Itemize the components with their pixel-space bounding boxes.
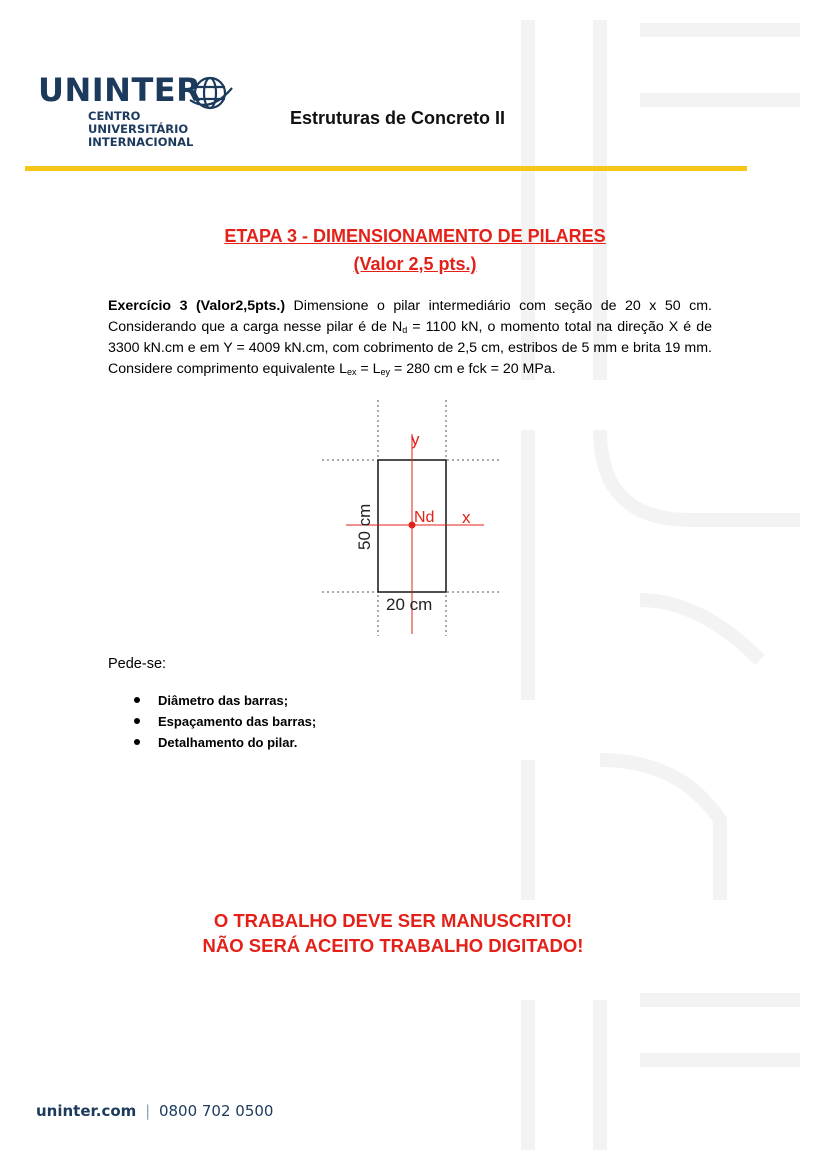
header-divider bbox=[25, 166, 747, 171]
x-axis-label: x bbox=[462, 508, 471, 527]
logo-subtitle bbox=[88, 110, 193, 149]
y-axis-label: y bbox=[411, 430, 420, 449]
logo-sub-line: INTERNACIONAL bbox=[88, 135, 194, 149]
handwritten-warning bbox=[0, 908, 786, 958]
list-item: Espaçamento das barras; bbox=[130, 711, 316, 732]
logo-wordmark: UNINTER bbox=[38, 71, 202, 109]
stage-heading bbox=[0, 222, 820, 278]
logo-sub-line: UNIVERSITÁRIO bbox=[88, 122, 189, 136]
requirements-intro: Pede-se: bbox=[108, 656, 167, 672]
footer-phone: 0800 702 0500 bbox=[158, 1102, 274, 1120]
height-dimension-label: 50 cm bbox=[355, 503, 374, 550]
uninter-logo bbox=[38, 72, 248, 152]
exercise-text: = 280 cm e fck = 20 MPa. bbox=[390, 361, 556, 377]
width-dimension-label: 20 cm bbox=[386, 595, 433, 614]
subscript: ex bbox=[346, 367, 357, 377]
warning-line: O TRABALHO DEVE SER MANUSCRITO! bbox=[213, 910, 573, 931]
column-section-diagram bbox=[318, 398, 508, 638]
globe-icon bbox=[188, 74, 234, 112]
requirements-list bbox=[130, 690, 316, 753]
footer-contact bbox=[36, 1102, 273, 1120]
course-title: Estruturas de Concreto II bbox=[290, 108, 506, 128]
list-item: Detalhamento do pilar. bbox=[130, 732, 316, 753]
list-item: Diâmetro das barras; bbox=[130, 690, 316, 711]
exercise-text: = 1100 kN, o momento total na direção X é de 3300 kN.cm e em Y = 4009 kN.cm, com cobrimento de 2,5 cm, estribos de 5 mm e brita 19 mm. Considere comprimento equivalente L bbox=[108, 319, 712, 377]
exercise-statement bbox=[108, 296, 712, 380]
logo-sub-line: CENTRO bbox=[88, 109, 141, 123]
stage-title: ETAPA 3 - DIMENSIONAMENTO DE PILARES bbox=[224, 226, 606, 246]
stage-value: (Valor 2,5 pts.) bbox=[353, 254, 477, 274]
subscript: d bbox=[402, 325, 408, 335]
exercise-text: = L bbox=[356, 361, 381, 377]
load-label: Nd bbox=[414, 509, 435, 526]
footer-separator: | bbox=[145, 1102, 151, 1120]
footer-site: uninter.com bbox=[36, 1102, 137, 1120]
subscript: ey bbox=[380, 367, 391, 377]
exercise-text: Dimensione o pilar intermediário com seção de 20 x 50 cm. Considerando que a carga nesse pilar é de N bbox=[108, 298, 712, 335]
warning-line: NÃO SERÁ ACEITO TRABALHO DIGITADO! bbox=[202, 935, 584, 956]
exercise-label: Exercício 3 (Valor2,5pts.) bbox=[108, 298, 286, 314]
